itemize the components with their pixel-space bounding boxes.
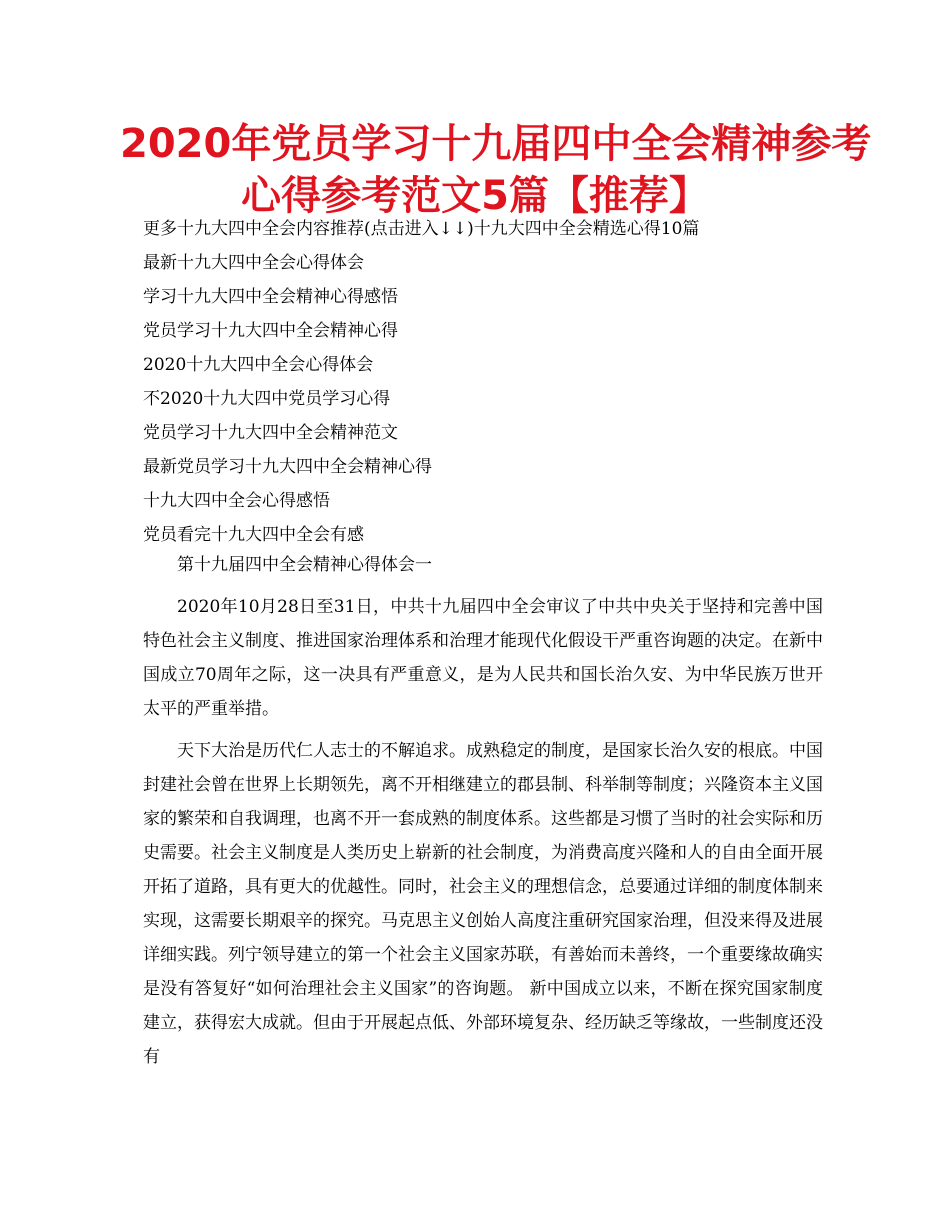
- link-item[interactable]: 党员学习十九大四中全会精神心得: [143, 321, 398, 341]
- document-title: [120, 118, 872, 222]
- link-item[interactable]: 不2020十九大四中党员学习心得: [143, 389, 391, 409]
- section-heading: 第十九届四中全会精神心得体会一: [177, 555, 432, 575]
- link-item[interactable]: 十九大四中全会心得感悟: [143, 491, 330, 511]
- body-paragraph: 2020年10月28日至31日，中共十九届四中全会审议了中共中央关于坚持和完善中国特色社会主义制度、推进国家治理体系和治理才能现代化假设干严重咨询题的决定。在新中国成立70周年之际，这一决具有严重意义，是为人民共和国长治久安、为中华民族万世开太平的严重举措。: [143, 597, 823, 719]
- link-item[interactable]: 更多十九大四中全会内容推荐(点击进入↓↓)十九大四中全会精选心得10篇: [143, 219, 700, 239]
- link-item[interactable]: 党员学习十九大四中全会精神范文: [143, 423, 398, 443]
- title-line-1: 2020年党员学习十九届四中全会精神参考: [120, 121, 872, 167]
- link-item[interactable]: 最新十九大四中全会心得体会: [143, 253, 364, 273]
- link-item[interactable]: 党员看完十九大四中全会有感: [143, 525, 364, 545]
- title-line-2: 心得参考范文5篇【推荐】: [241, 173, 709, 219]
- body-paragraph: 天下大治是历代仁人志士的不解追求。成熟稳定的制度，是国家长治久安的根底。中国封建社会曾在世界上长期领先，离不开相继建立的郡县制、科举制等制度；兴隆资本主义国家的繁荣和自我调理，也离不开一套成熟的制度体系。这些都是习惯了当时的社会实际和历史需要。社会主义制度是人类历史上崭新的社会制度，为消费高度兴隆和人的自由全面开展开拓了道路，具有更大的优越性。同时，社会主义的理想信念，总要通过详细的制度体制来实现，这需要长期艰辛的探究。马克思主义创始人高度注重研究国家治理，但没来得及进展详细实践。列宁领导建立的第一个社会主义国家苏联，有善始而未善终，一个重要缘故确实是没有答复好“如何治理社会主义国家”的咨询题。 新中国成立以来，不断在探究国家制度建立，获得宏大成就。但由于开展起点低、外部环境复杂、经历缺乏等缘故，一些制度还没有: [143, 741, 823, 1067]
- link-item[interactable]: 2020十九大四中全会心得体会: [143, 355, 374, 375]
- document-body: [143, 548, 823, 1074]
- recommended-links-list: [143, 212, 823, 552]
- link-item[interactable]: 学习十九大四中全会精神心得感悟: [143, 287, 398, 307]
- link-item[interactable]: 最新党员学习十九大四中全会精神心得: [143, 457, 432, 477]
